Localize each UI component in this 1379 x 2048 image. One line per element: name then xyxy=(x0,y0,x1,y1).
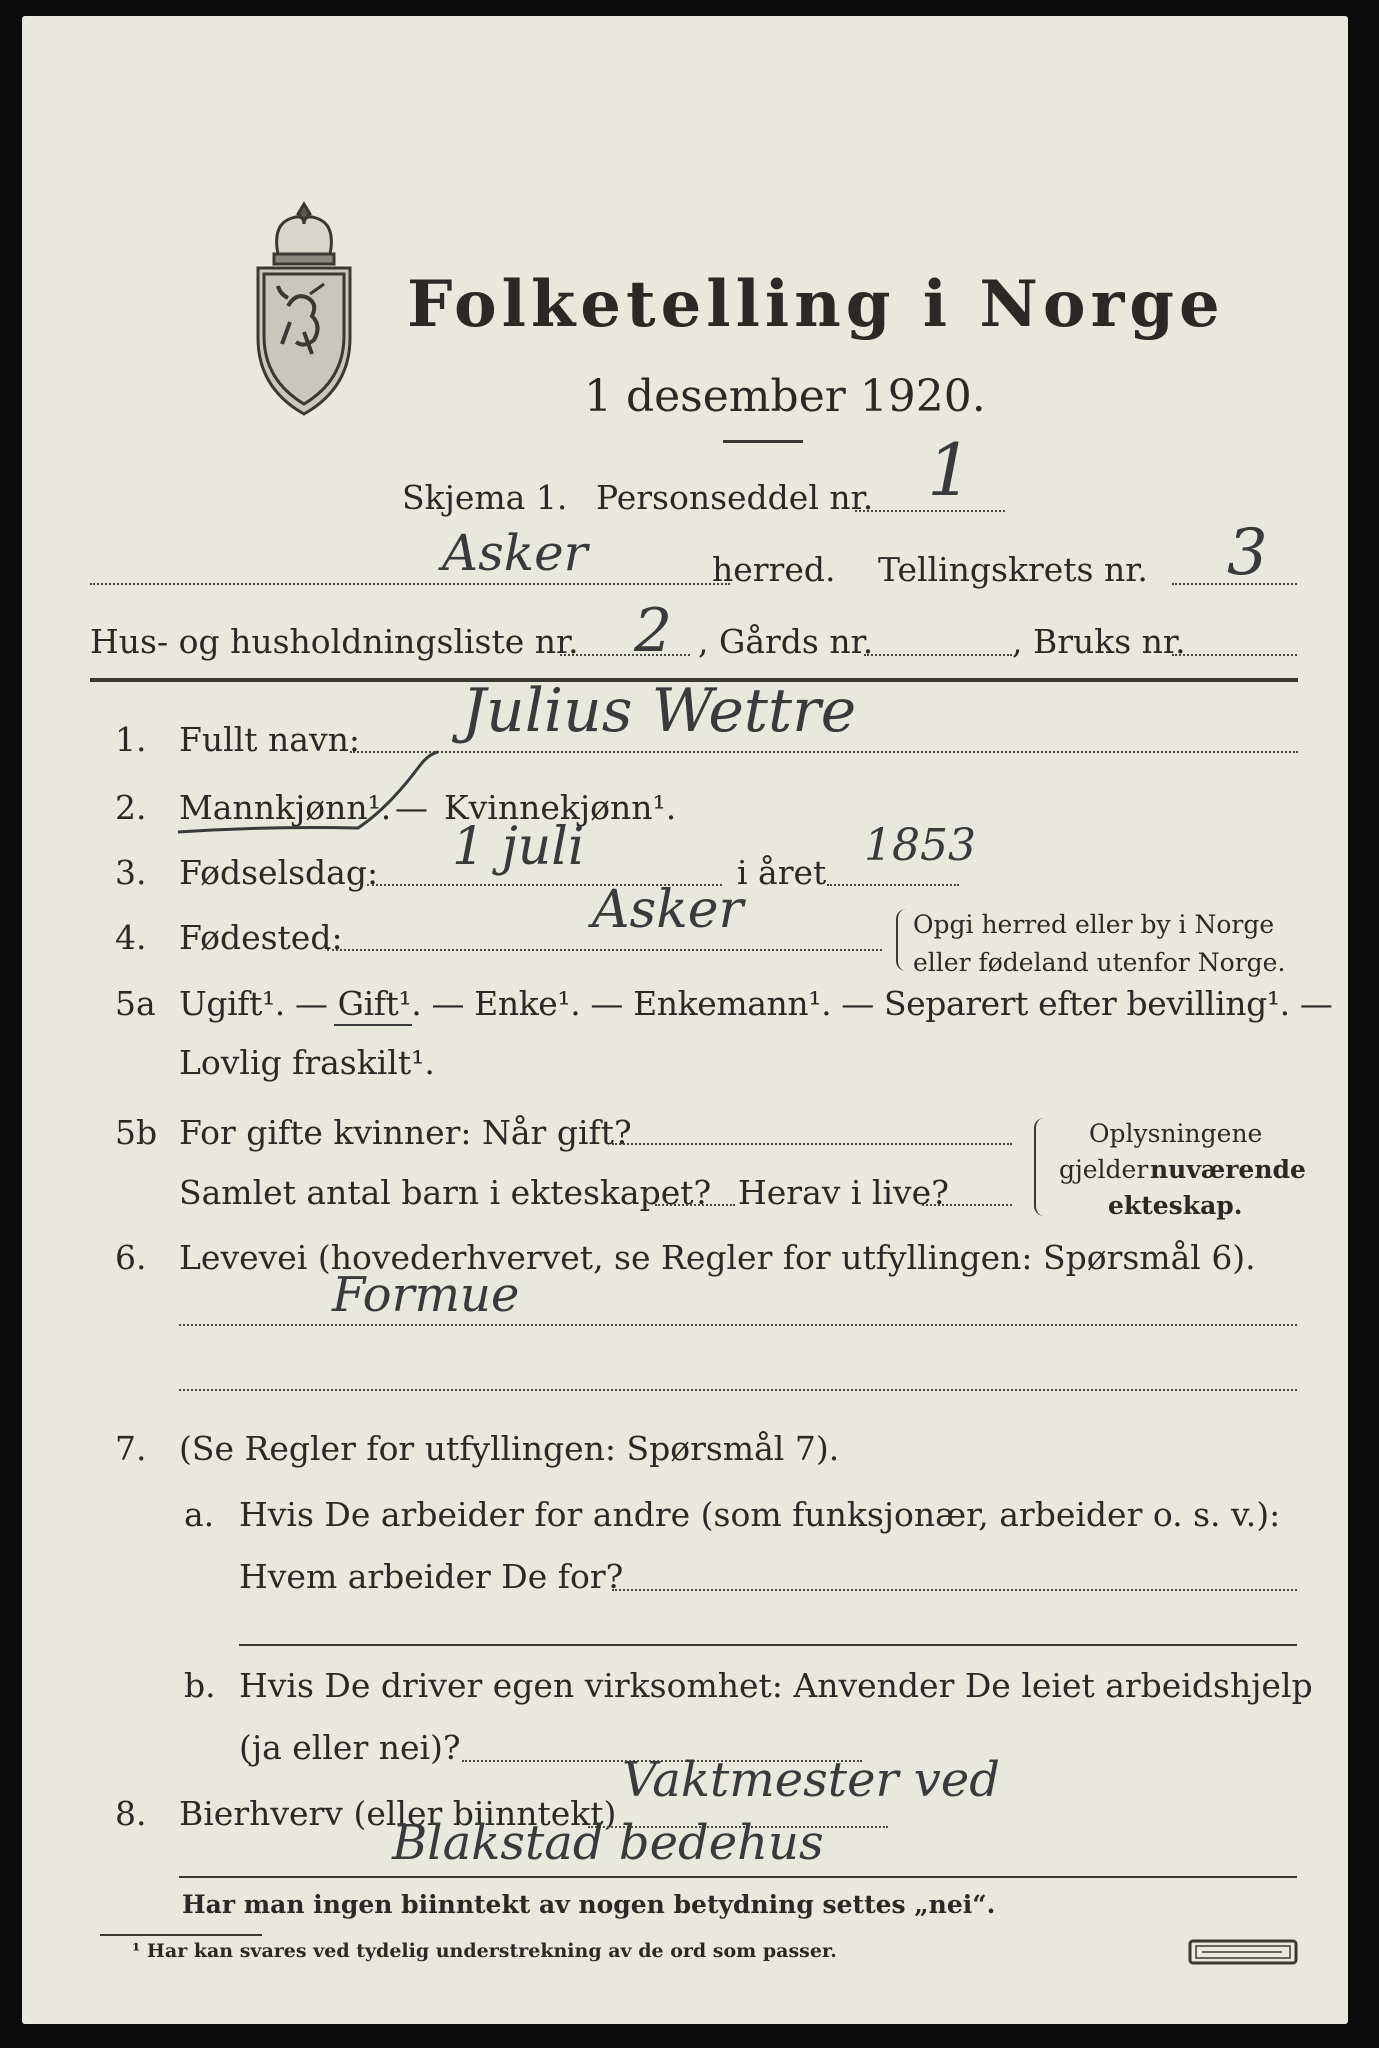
children-living-line xyxy=(922,1204,1012,1206)
side-income-line-2 xyxy=(179,1876,1297,1878)
birth-year-value[interactable]: 1853 xyxy=(864,820,976,871)
occupation-line-2 xyxy=(179,1389,1297,1391)
occupation-value[interactable]: Formue xyxy=(332,1267,520,1323)
marriage-note-line2a: gjelder xyxy=(1059,1155,1149,1184)
personseddel-label: Personseddel nr. xyxy=(596,478,874,517)
q8-number: 8. xyxy=(115,1794,147,1833)
q5b-when-married-label: For gifte kvinner: Når gift? xyxy=(179,1113,632,1152)
q8-label: Bierhverv (eller biinntekt) xyxy=(179,1794,617,1833)
herred-label: herred. xyxy=(712,550,836,589)
census-form-page xyxy=(22,16,1348,2024)
marriage-note-line3: ekteskap. xyxy=(1108,1191,1243,1220)
gards-line xyxy=(864,654,1012,656)
form-title: Folketelling i Norge xyxy=(407,267,1225,342)
birthplace-note-line2: eller fødeland utenfor Norge. xyxy=(913,948,1286,977)
husholdningsliste-value[interactable]: 2 xyxy=(634,596,673,666)
full-name-value[interactable]: Julius Wettre xyxy=(462,676,857,746)
q5a-number: 5a xyxy=(115,984,156,1023)
tellingskrets-value[interactable]: 3 xyxy=(1227,516,1268,590)
employer-line-2 xyxy=(239,1644,1297,1646)
marriage-note-line1: Oplysningene xyxy=(1089,1119,1263,1148)
female-option[interactable]: Kvinnekjønn¹. xyxy=(444,788,677,827)
birthplace-note-brace xyxy=(896,909,908,971)
personseddel-value[interactable]: 1 xyxy=(927,428,973,512)
bruks-label: , Bruks nr. xyxy=(1012,622,1186,661)
marriage-note-line2b: nuværende xyxy=(1150,1155,1306,1184)
marriage-note-brace xyxy=(1034,1118,1048,1216)
full-name-line xyxy=(350,751,1298,753)
footnote-text: ¹ Har kan svares ved tydelig understrekning av de ord som passer. xyxy=(132,1940,837,1962)
q5b-living-label: Herav i live? xyxy=(738,1173,949,1212)
herred-value[interactable]: Asker xyxy=(442,524,588,582)
gards-label: , Gårds nr. xyxy=(698,622,874,661)
birthplace-note-line1: Opgi herred eller by i Norge xyxy=(913,910,1275,939)
husholdningsliste-label: Hus- og husholdningsliste nr. xyxy=(90,622,579,661)
q7b-letter: b. xyxy=(184,1666,216,1705)
q7-number: 7. xyxy=(115,1429,147,1468)
q7a-letter: a. xyxy=(184,1495,215,1534)
q5b-children-label: Samlet antal barn i ekteskapet? xyxy=(179,1173,712,1212)
title-rule xyxy=(723,440,803,443)
q6-label: Levevei (hovederhvervet, se Regler for utfyllingen: Spørsmål 6). xyxy=(179,1238,1256,1277)
q2-number: 2. xyxy=(115,788,147,827)
q1-label: Fullt navn: xyxy=(179,720,360,759)
birth-year-line xyxy=(827,884,959,886)
q8-note: Har man ingen biinntekt av nogen betydning settes „nei“. xyxy=(182,1890,996,1919)
children-count-line xyxy=(655,1204,735,1206)
occupation-line-1 xyxy=(179,1324,1297,1326)
gender-separator: — xyxy=(395,788,428,827)
q7a-employer-label: Hvem arbeider De for? xyxy=(239,1557,624,1596)
q3-number: 3. xyxy=(115,853,147,892)
marital-status-divorced[interactable]: Lovlig fraskilt¹. xyxy=(179,1043,435,1082)
q6-number: 6. xyxy=(115,1238,147,1277)
q4-label: Fødested: xyxy=(179,918,343,957)
birthplace-line xyxy=(327,949,882,951)
employer-line-1 xyxy=(612,1589,1297,1591)
birth-year-label: i året xyxy=(737,853,827,892)
marital-status-options[interactable]: Ugift¹. — Gift¹. — Enke¹. — Enkemann¹. — Separert efter bevilling¹. — xyxy=(179,984,1333,1023)
norwegian-coat-of-arms-icon xyxy=(248,196,360,418)
when-married-line xyxy=(612,1143,1012,1145)
printer-stamp-icon xyxy=(1188,1938,1298,1966)
q4-number: 4. xyxy=(115,918,147,957)
herred-line xyxy=(90,583,730,585)
married-underline-mark xyxy=(334,1024,412,1026)
q7b-hired-help-label: (ja eller nei)? xyxy=(239,1728,461,1767)
q7a-question: Hvis De arbeider for andre (som funksjonær, arbeider o. s. v.): xyxy=(239,1495,1281,1534)
q7b-question: Hvis De driver egen virksomhet: Anvender De leiet arbeidshjelp xyxy=(239,1666,1313,1705)
q7-label: (Se Regler for utfyllingen: Spørsmål 7). xyxy=(179,1429,840,1468)
side-income-value-line2[interactable]: Blakstad bedehus xyxy=(392,1815,824,1871)
q3-label: Fødselsdag: xyxy=(179,853,379,892)
q1-number: 1. xyxy=(115,720,147,759)
side-income-value-line1[interactable]: Vaktmester ved xyxy=(622,1752,1000,1808)
census-date: 1 desember 1920. xyxy=(584,371,986,422)
footnote-rule xyxy=(100,1934,262,1936)
birthplace-value[interactable]: Asker xyxy=(592,880,744,940)
q5b-number: 5b xyxy=(115,1113,158,1152)
male-option[interactable]: Mannkjønn¹. xyxy=(179,788,392,827)
skjema-label: Skjema 1. xyxy=(402,478,568,517)
birthday-value[interactable]: 1 juli xyxy=(452,817,585,877)
bruks-line xyxy=(1172,654,1297,656)
tellingskrets-label: Tellingskrets nr. xyxy=(878,550,1148,589)
